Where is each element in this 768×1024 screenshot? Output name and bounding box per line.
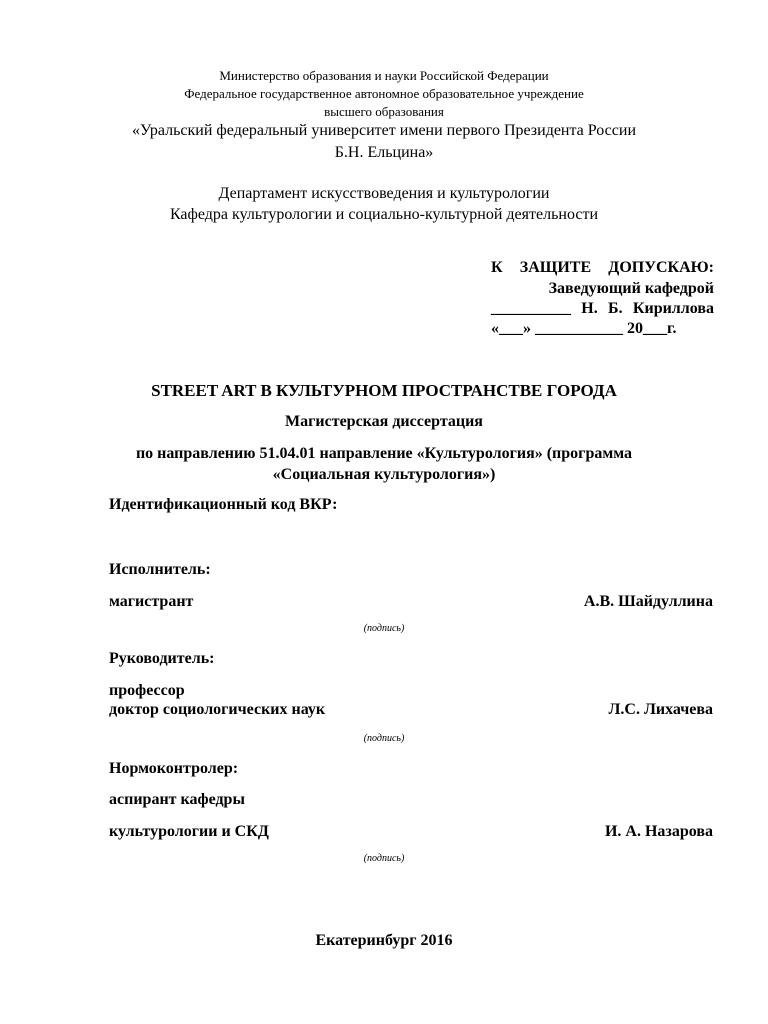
supervisor-name: Л.С. Лихачева xyxy=(608,701,713,718)
executor-role: магистрант xyxy=(109,593,194,610)
approval-signature-line: __________ Н. Б. Кириллова xyxy=(491,300,714,317)
id-code-label: Идентификационный код ВКР: xyxy=(109,496,338,513)
approval-title: К ЗАЩИТЕ ДОПУСКАЮ: xyxy=(491,259,714,276)
normcontroller-name: И. А. Назарова xyxy=(604,823,713,840)
supervisor-role-line-1: профессор xyxy=(109,682,185,699)
ministry-line: Министерство образования и науки Российской Федерации xyxy=(219,68,549,83)
thesis-direction-line-2: «Социальная культурология») xyxy=(272,466,496,483)
executor-section-title: Исполнитель: xyxy=(109,561,211,578)
executor-signature-caption: (подпись) xyxy=(363,623,405,634)
education-level-line: высшего образования xyxy=(324,104,444,119)
thesis-type: Магистерская диссертация xyxy=(285,413,483,430)
department-line: Департамент искусствоведения и культурологии xyxy=(218,185,550,202)
normcontroller-section-title: Нормоконтролер: xyxy=(109,760,239,777)
approval-position: Заведующий кафедрой xyxy=(548,280,714,297)
supervisor-signature-caption: (подпись) xyxy=(363,733,405,744)
approval-date-line: «___» ___________ 20___г. xyxy=(491,320,677,337)
normcontroller-signature-caption: (подпись) xyxy=(363,853,405,864)
chair-line: Кафедра культурологии и социально-культурной деятельности xyxy=(169,206,599,223)
university-name-line-2: Б.Н. Ельцина» xyxy=(334,144,434,161)
institution-type-line: Федеральное государственное автономное образовательное учреждение xyxy=(184,86,584,101)
supervisor-role-line-2: доктор социологических наук xyxy=(109,701,326,718)
normcontroller-role-line-2: культурологии и СКД xyxy=(109,823,269,840)
normcontroller-role-line-1: аспирант кафедры xyxy=(109,791,245,808)
supervisor-section-title: Руководитель: xyxy=(109,650,215,667)
thesis-title: STREET ART В КУЛЬТУРНОМ ПРОСТРАНСТВЕ ГОРОДА xyxy=(151,381,617,400)
city-year: Екатеринбург 2016 xyxy=(315,932,453,949)
university-name-line-1: «Уральский федеральный университет имени первого Президента России xyxy=(131,122,637,139)
thesis-direction-line-1: по направлению 51.04.01 направление «Культурология» (программа xyxy=(135,445,633,462)
executor-name: А.В. Шайдуллина xyxy=(583,593,713,610)
